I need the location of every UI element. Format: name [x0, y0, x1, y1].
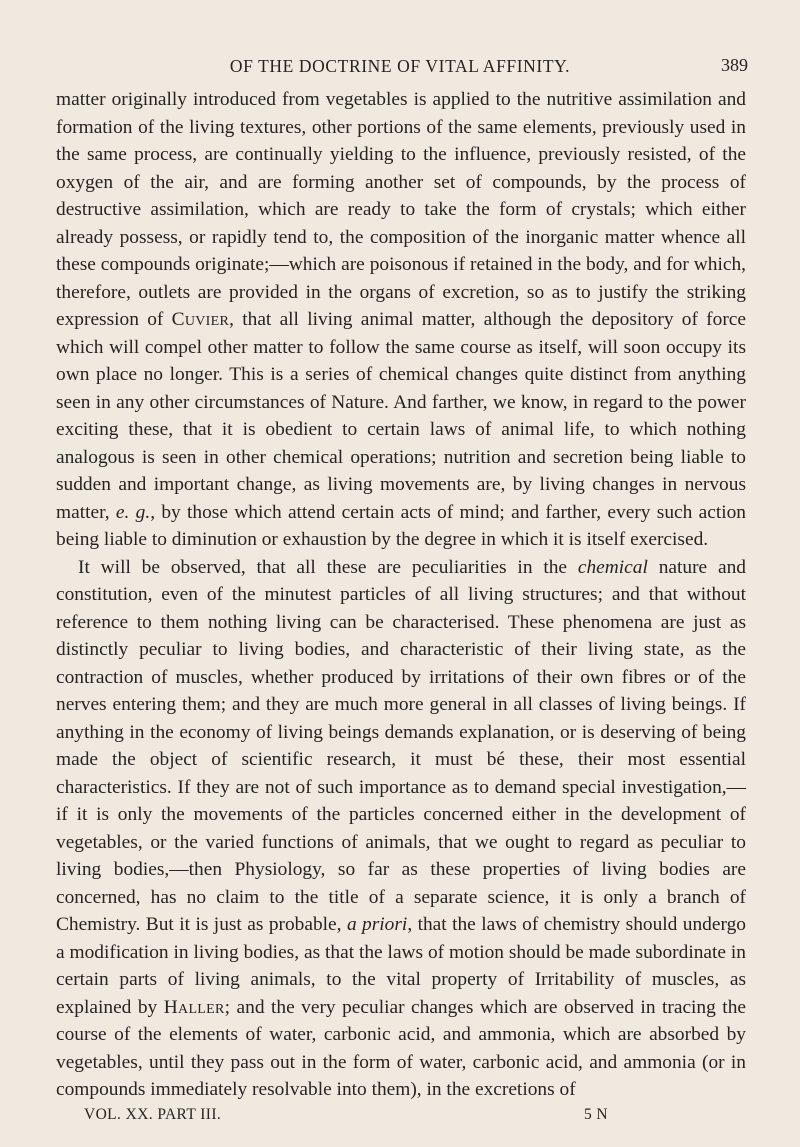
signature-mark: 5 N [584, 1106, 609, 1123]
phrase-a-priori: a priori [346, 914, 408, 935]
name-cuvier: Cuvier [171, 309, 230, 330]
paragraph-2-text-a: It will be observed, that all these are peculiarities in the [78, 556, 578, 578]
paragraph-1 [56, 86, 746, 554]
page-footer [84, 1106, 714, 1130]
body-text [56, 86, 746, 1104]
paragraph-1-text-c: , by those which attend certain acts of mind; and farther, every such action being liable to diminution or exhaustion by the degree in which it is itself exercised. [56, 501, 746, 550]
paragraph-1-text-b: , that all living animal matter, although the depository of force which will compel other matter to follow the same course as itself, will soon occupy its own place no longer. This is a series of chemical changes quite distinct from anything seen in any other circumstances of Nature. And farther, we know, in regard to the power exciting these, that it is obedient to certain laws of animal life, to which nothing analogous is seen in other chemical operations; nutrition and secretion being liable to sudden and important change, as living movements are, by living changes in nervous matter, [56, 309, 747, 523]
paragraph-2 [56, 554, 746, 1104]
volume-label: VOL. XX. PART III. [84, 1106, 222, 1123]
paragraph-2-text-b: nature and constitution, even of the minutest particles of all living structures; and that without reference to them nothing living can be characterised. These phenomena are just as distinctly peculiar to living bodies, and characteristic of their living state, as the contraction of muscles, whether produced by irritations of their own fibres or of the nerves entering them; and they are much more general in all classes of living beings. If anything in the economy of living beings demands explanation, or is deserving of being made the object of scientific research, it must bé these, their most essential characteristics. If they are not of such importance as to demand special investigation,—if it is only the movements of the particles concerned either in the development of vegetables, or the varied functions of animals, that we ought to regard as peculiar to living bodies,—then Physiology, so far as these properties of living bodies are concerned, has no claim to the title of a separate science, it is only a branch of Chemistry. But it is just as probable, [56, 556, 746, 935]
running-title: OF THE DOCTRINE OF VITAL AFFINITY. [229, 56, 571, 76]
emphasis-chemical: chemical [577, 556, 648, 578]
paragraph-1-text-a: matter originally introduced from vegetables is applied to the nutritive assimilation and formation of the living textures, other portions of the same elements, previously used in the same process, are continually yielding to the influence, previously resisted, of the oxygen of the air, and are forming another set of compounds, by the process of destructive assimilation, which are ready to take the form of crystals; which either already possess, or rapidly tend to, the composition of the inorganic matter whence all these compounds originate;—which are poisonous if retained in the body, and for which, therefore, outlets are provided in the organs of excretion, so as to justify the striking expression of [56, 89, 746, 330]
page-number: 389 [721, 55, 748, 75]
paragraph-2-text-c: , that the laws of chemistry should undergo a modification in living bodies, as that the laws of motion should be made subordinate in certain parts of living animals, to the vital property of Irritability of muscles, as explained by [56, 914, 746, 1018]
abbreviation-eg: e. g. [115, 501, 151, 523]
name-haller: Haller [163, 996, 225, 1018]
paragraph-2-text-d: ; and the very peculiar changes which are observed in tracing the course of the elements of water, carbonic acid, and ammonia, which are absorbed by vegetables, until they pass out in the form of water, carbonic acid, and ammonia (or in compounds immediately resolvable into them), in the excretions of [56, 996, 746, 1100]
running-header [0, 54, 800, 80]
